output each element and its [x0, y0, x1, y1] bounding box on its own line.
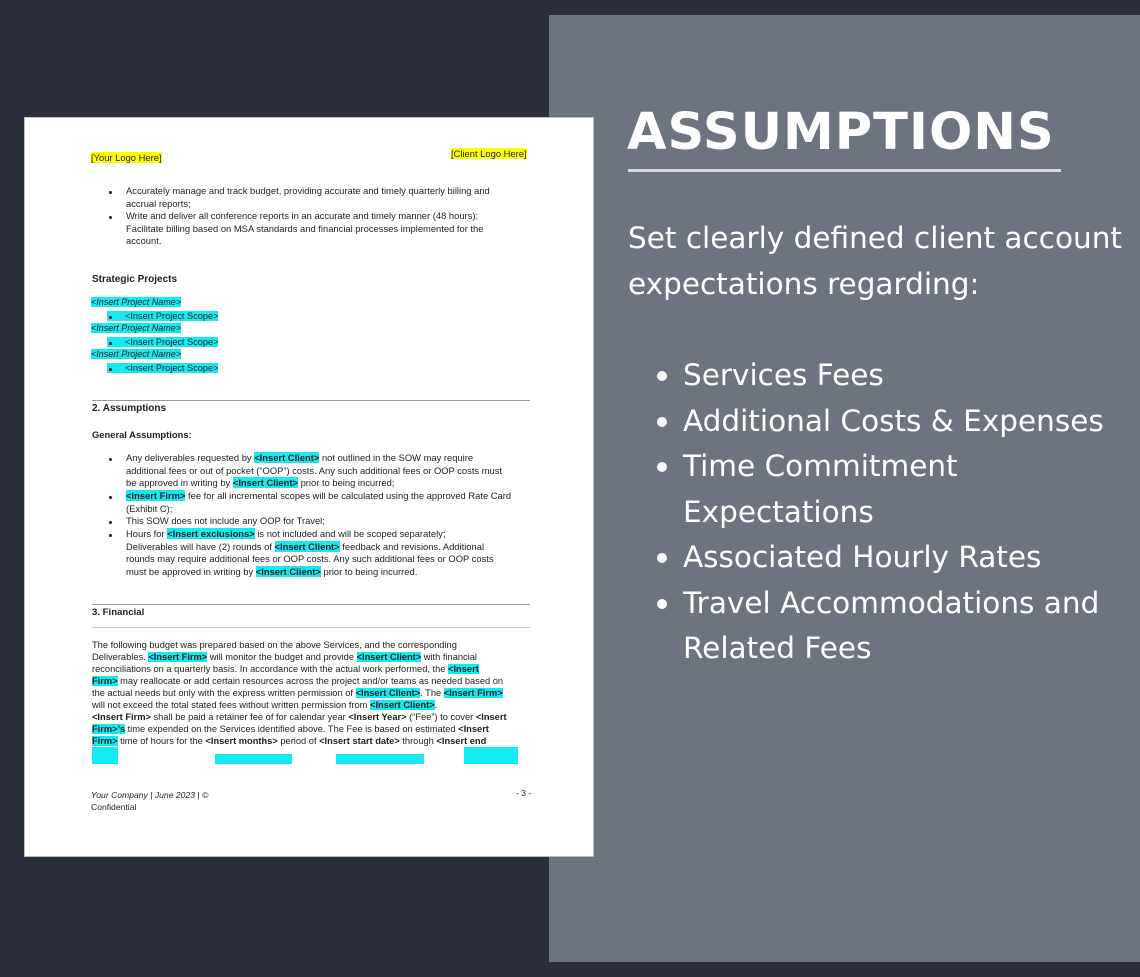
- assumption-line: Deliverables will have (2) rounds of <Insert Client> feedback and revisions. Additional: [126, 540, 485, 552]
- general-assumptions-heading: General Assumptions:: [92, 429, 192, 440]
- financial-line: will not exceed the total stated fees without written permission from <Insert Client>.: [92, 700, 438, 710]
- list-item: Associated Hourly Rates: [683, 535, 1133, 581]
- financial-line: Firm> time of hours for the <Insert months> period of <Insert start date> through <Insert end: [92, 736, 487, 746]
- page-number: - 3 -: [516, 788, 532, 798]
- assumption-line: additional fees or out of pocket (“OOP”) costs. Any such additional fees or OOP costs must: [126, 464, 503, 476]
- project-name-placeholder: <Insert Project Name>: [91, 323, 182, 333]
- bullet-icon: [109, 368, 112, 371]
- panel-intro: Set clearly defined client account expectations regarding:: [628, 221, 1122, 301]
- assumption-line: Hours for <Insert exclusions> is not included and will be scoped separately;: [126, 528, 446, 539]
- top-bullet-line: Accurately manage and track budget, providing accurate and timely quarterly billing and: [126, 185, 490, 196]
- client-logo-placeholder: [Client Logo Here]: [451, 148, 527, 159]
- bullet-icon: [109, 521, 112, 524]
- financial-line: Firm>’s time expended on the Services identified above. The Fee is based on estimated <Insert: [92, 724, 489, 734]
- assumption-line: <Insert Firm> fee for all incremental scopes will be calculated using the approved Rate Card: [126, 490, 512, 501]
- top-bullet-line: Facilitate billing based on MSA standards and financial processes implemented for the: [126, 222, 484, 234]
- your-logo-placeholder: [Your Logo Here]: [91, 152, 162, 163]
- section-divider: [92, 400, 530, 401]
- bullet-icon: [109, 191, 112, 194]
- assumption-line: rounds may require additional fees or OOP costs. Any such additional fees or OOP costs: [126, 553, 494, 564]
- project-scope-placeholder: <Insert Project Scope>: [107, 337, 218, 347]
- footer-confidential: Confidential: [91, 802, 137, 812]
- highlight-fragment: [215, 754, 292, 764]
- financial-heading: 3. Financial: [92, 607, 145, 618]
- highlight-fragment: [92, 747, 118, 764]
- assumption-line: Any deliverables requested by <Insert Client> not outlined in the SOW may require: [126, 452, 474, 463]
- title-divider: [628, 169, 1061, 172]
- financial-line: reconciliations on a quarterly basis. In accordance with the actual work performed, the <Insert: [92, 664, 479, 674]
- strategic-projects-heading: Strategic Projects: [92, 274, 178, 285]
- bullet-icon: [109, 316, 112, 319]
- list-item: Additional Costs & Expenses: [683, 399, 1133, 445]
- panel-title: ASSUMPTIONS: [627, 103, 1055, 162]
- list-item: Time Commitment Expectations: [683, 444, 1133, 535]
- assumption-line: (Exhibit C);: [126, 502, 173, 514]
- bullet-icon: [109, 216, 112, 219]
- top-bullet-line: account.: [126, 235, 162, 246]
- project-name-placeholder: <Insert Project Name>: [91, 349, 182, 359]
- assumption-line: be approved in writing by <Insert Client> prior to being incurred;: [126, 477, 395, 488]
- bullet-icon: [109, 534, 112, 537]
- assumption-line: This SOW does not include any OOP for Travel;: [126, 515, 325, 526]
- section-divider: [92, 604, 530, 605]
- list-item: Travel Accommodations and Related Fees: [683, 581, 1133, 672]
- top-bullet-line: accrual reports;: [126, 197, 191, 209]
- financial-line: Deliverables. <Insert Firm> will monitor the budget and provide <Insert Client> with financial: [92, 652, 477, 662]
- footer-company: Your Company | June 2023 | ©: [91, 790, 209, 800]
- list-item: Services Fees: [683, 353, 1133, 399]
- highlight-fragment: [464, 747, 518, 764]
- financial-line: the actual needs but only with the express written permission of <Insert Client>. The <Insert Firm>: [92, 688, 503, 698]
- highlight-fragment: [336, 754, 424, 764]
- expectations-list: [683, 353, 1133, 672]
- section-divider: [92, 627, 530, 628]
- assumption-line: must be approved in writing by <Insert Client> prior to being incurred.: [126, 565, 418, 577]
- assumptions-panel: [549, 15, 1140, 962]
- project-scope-placeholder: <Insert Project Scope>: [107, 363, 218, 373]
- financial-line: The following budget was prepared based on the above Services, and the corresponding: [92, 640, 457, 650]
- bullet-icon: [109, 458, 112, 461]
- document-page: [24, 117, 594, 857]
- bullet-icon: [109, 496, 112, 499]
- top-bullet-line: Write and deliver all conference reports in an accurate and timely manner (48 hours);: [126, 210, 479, 221]
- bullet-icon: [109, 342, 112, 345]
- financial-line: <Insert Firm> shall be paid a retainer fee of for calendar year <Insert Year> (“Fee”) to cover <Insert: [92, 712, 507, 722]
- assumptions-heading: 2. Assumptions: [92, 403, 167, 414]
- financial-line: Firm> may reallocate or add certain resources across the project and/or teams as needed based on: [92, 676, 504, 686]
- project-scope-placeholder: <Insert Project Scope>: [107, 311, 218, 321]
- project-name-placeholder: <Insert Project Name>: [91, 297, 182, 307]
